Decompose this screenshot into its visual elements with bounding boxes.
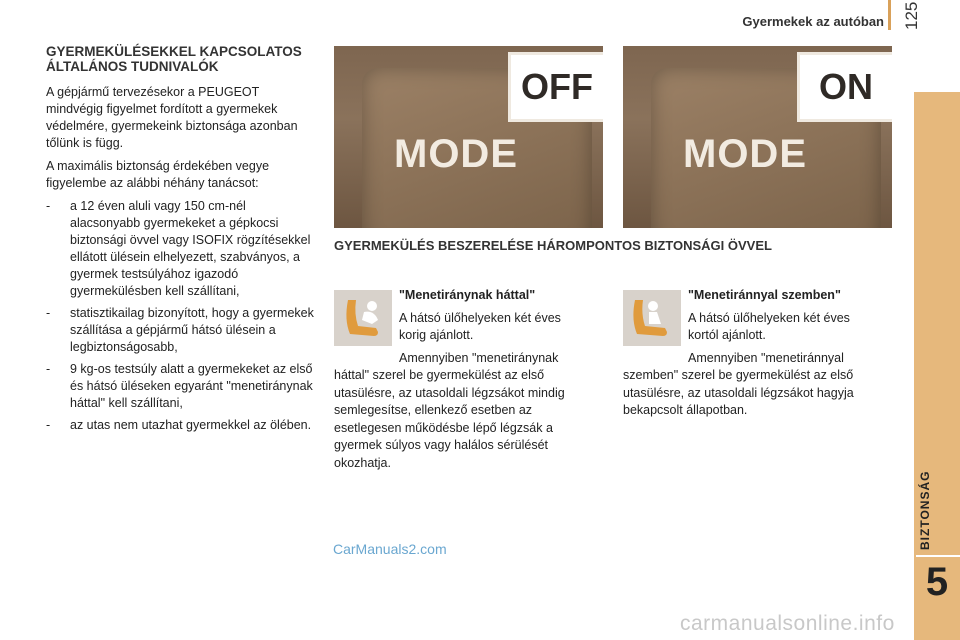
forward-facing-age: A hátsó ülőhelyeken két éves kortól ajánlott. xyxy=(688,310,850,342)
section-title: GYERMEKÜLÉS BESZERELÉSE HÁROMPONTOS BIZTONSÁGI ÖVVEL xyxy=(334,238,772,253)
intro-paragraph: A gépjármű tervezésekor a PEUGEOT mindvégig figyelmet fordított a gyermekek védelmére, gyermekeink biztonsága azonban tőlünk is függ. xyxy=(46,85,298,150)
forward-facing-note-start: Amennyiben "menetiránnyal xyxy=(688,350,844,365)
general-info-column xyxy=(46,44,318,439)
airbag-on-photo xyxy=(623,46,892,228)
list-item: - a 12 éven aluli vagy 150 cm-nél alacsonyabb gyermekeket a gépkocsi biztonsági övvel vagy ISOFIX rögzítésekkel ellátott ülésein elhelyezett, szabványos, a gyermek testsúlyához igazodó gyermekülésben kell szállítani, xyxy=(46,199,311,298)
page-header-title: Gyermekek az autóban xyxy=(742,14,884,29)
page-number: 125 xyxy=(902,1,921,30)
general-info-heading: GYERMEKÜLÉSEKKEL KAPCSOLATOS ÁLTALÁNOS TUDNIVALÓK xyxy=(46,44,302,74)
mode-label: MODE xyxy=(683,132,807,176)
list-item: - statisztikailag bizonyított, hogy a gyermekek szállítása a gépjármű hátsó ülésein a legbiztonságosabb, xyxy=(46,306,314,354)
off-sign: OFF xyxy=(508,52,603,122)
header-accent-bar xyxy=(888,0,891,30)
list-item: - az utas nem utazhat gyermekkel az ölében. xyxy=(46,418,312,432)
carmanuals-watermark[interactable]: CarManuals2.com xyxy=(333,541,447,557)
forward-facing-heading: "Menetiránnyal szemben" xyxy=(688,288,841,302)
mode-label: MODE xyxy=(394,132,518,176)
forward-facing-block xyxy=(623,287,883,425)
side-divider xyxy=(916,555,960,557)
rear-facing-warning: háttal" szerel be gyermekülést az első utasülésre, az utasoldali légzsákot mindig semlegesítse, ellenkező esetben az esetlegesen működésbe lépő légzsák a gyermek súlyos vagy halálos sérülését okozhatja. xyxy=(334,368,565,470)
advice-paragraph: A maximális biztonság érdekében vegye figyelembe az alábbi néhány tanácsot: xyxy=(46,159,270,190)
chapter-label: BIZTONSÁG xyxy=(918,470,932,550)
chapter-number: 5 xyxy=(925,560,949,604)
advice-list xyxy=(46,198,318,434)
rear-facing-block xyxy=(334,287,590,477)
online-watermark[interactable]: carmanualsonline.info xyxy=(680,612,895,635)
list-item: - 9 kg-os testsúly alatt a gyermekeket az első és hátsó üléseken egyaránt "menetiránynak háttal" kell szállítani, xyxy=(46,362,313,410)
forward-facing-note: szemben" szerel be gyermekülést az első utasülésre, az utasoldali légzsákot hagyja bekapcsolt állapotban. xyxy=(623,368,854,417)
airbag-off-photo xyxy=(334,46,603,228)
chapter-side-tab xyxy=(914,92,960,640)
rear-facing-warning-start: Amennyiben "menetiránynak xyxy=(399,350,559,365)
forward-facing-child-seat-icon xyxy=(623,290,681,346)
on-sign: ON xyxy=(797,52,892,122)
rear-facing-age: A hátsó ülőhelyeken két éves korig ajánlott. xyxy=(399,310,561,342)
rear-facing-heading: "Menetiránynak háttal" xyxy=(399,288,536,302)
rear-facing-child-seat-icon xyxy=(334,290,392,346)
